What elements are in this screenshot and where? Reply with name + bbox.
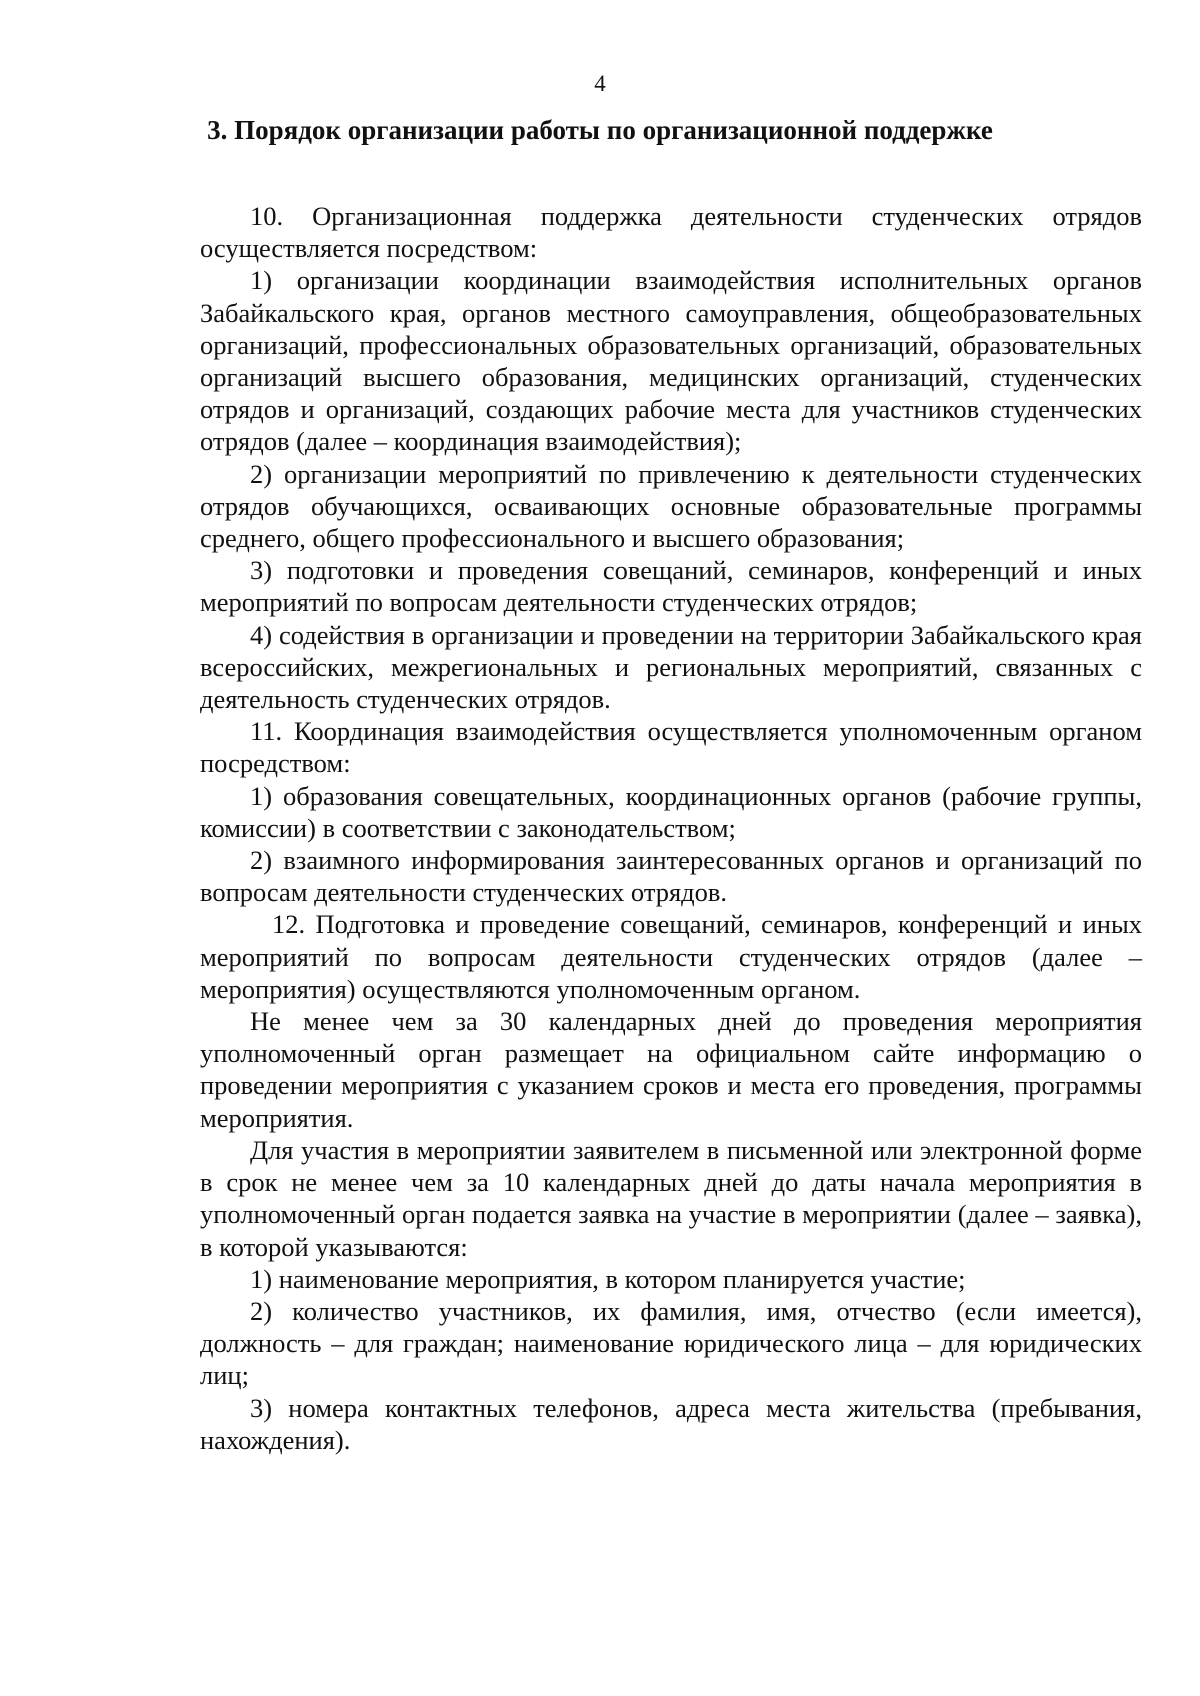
- application-item-1: 1) наименование мероприятия, в котором планируется участие;: [250, 1263, 966, 1294]
- paragraph-12-publication: Не менее чем за 30 календарных дней до проведения мероприятия уполномоченный орган размещает на официальном сайте информацию о проведении мероприятия с указанием сроков и места его проведения, программы мероприятия.: [200, 1006, 1142, 1133]
- paragraph-10-item-4: 4) содействия в организации и проведении на территории Забайкальского края всероссийских, межрегиональных и региональных мероприятий, связанных с деятельность студенческих отрядов.: [200, 619, 1142, 715]
- paragraph-10: 10. Организационная поддержка деятельности студенческих отрядов осуществляется посредством:: [200, 201, 1142, 264]
- application-item-2: 2) количество участников, их фамилия, имя, отчество (если имеется), должность – для граждан; наименование юридического лица – для юридических лиц;: [200, 1295, 1142, 1391]
- paragraph-10-item-2: 2) организации мероприятий по привлечению к деятельности студенческих отрядов обучающихся, осваивающих основные образовательные программы среднего, общего профессионального и высшего образования;: [200, 458, 1142, 554]
- paragraph-12: 12. Подготовка и проведение совещаний, семинаров, конференций и иных мероприятий по вопросам деятельности студенческих отрядов (далее – мероприятия) осуществляются уполномоченным органом.: [200, 909, 1142, 1004]
- section-title: 3. Порядок организации работы по организационной поддержке: [207, 115, 993, 145]
- application-item-3: 3) номера контактных телефонов, адреса места жительства (пребывания, нахождения).: [200, 1392, 1142, 1455]
- document-body: [200, 200, 1142, 1456]
- paragraph-12-application: Для участия в мероприятии заявителем в письменной или электронной форме в срок не менее чем за 10 календарных дней до даты начала мероприятия в уполномоченный орган подается заявка на участие в мероприятии (далее – заявка), в которой указываются:: [200, 1134, 1142, 1262]
- paragraph-10-item-1: 1) организации координации взаимодействия исполнительных органов Забайкальского края, органов местного самоуправления, общеобразовательных организаций, профессиональных образовательных организаций, образовательных организаций высшего образования, медицинских организаций, студенческих отрядов и организаций, создающих рабочие места для участников студенческих отрядов (далее – координация взаимодействия);: [200, 265, 1142, 457]
- paragraph-11-item-2: 2) взаимного информирования заинтересованных органов и организаций по вопросам деятельности студенческих отрядов.: [200, 845, 1142, 908]
- paragraph-11: 11. Координация взаимодействия осуществляется уполномоченным органом посредством:: [200, 716, 1142, 779]
- paragraph-10-item-3: 3) подготовки и проведения совещаний, семинаров, конференций и иных мероприятий по вопросам деятельности студенческих отрядов;: [200, 555, 1142, 618]
- paragraph-11-item-1: 1) образования совещательных, координационных органов (рабочие группы, комиссии) в соответствии с законодательством;: [200, 780, 1142, 843]
- page-number: 4: [594, 71, 606, 96]
